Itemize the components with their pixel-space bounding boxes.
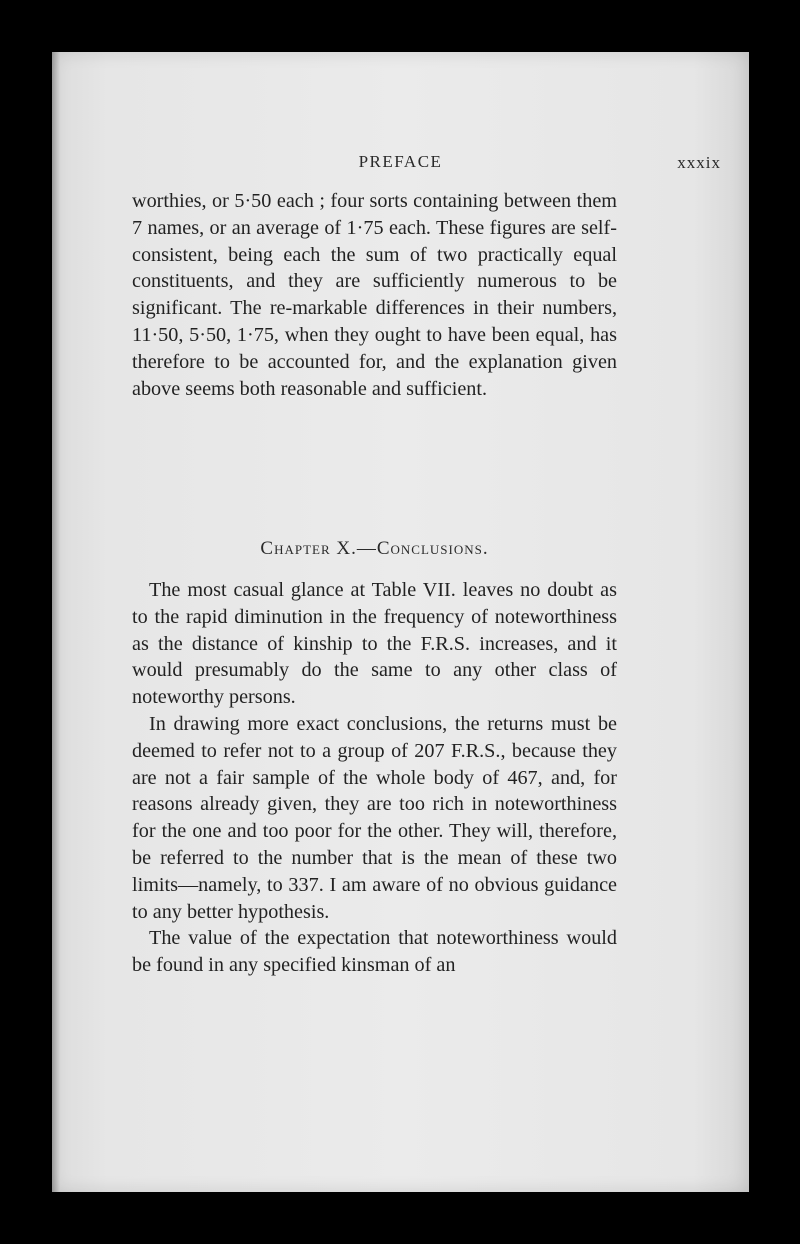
chapter-paragraph-1: The most casual glance at Table VII. leaves no doubt as to the rapid diminution in the frequency of noteworthiness as the distance of kinship to the F.R.S. increases, and it would presumably do the same to any other class of noteworthy persons. [132,579,617,709]
continuation-paragraph: worthies, or 5·50 each ; four sorts containing between them 7 names, or an average of 1·75 each. These figures are self-consistent, being each the sum of two practically equal constituents, and they are sufficiently numerous to be significant. The re-markable differences in their numbers, 11·50, 5·50, 1·75, when they ought to have been equal, has therefore to be accounted for, and the explanation given above seems both reasonable and sufficient. [132,190,617,400]
running-head: PREFACE [358,152,443,171]
page-header [52,152,749,176]
chapter-heading: Chapter X.—Conclusions. [260,538,489,559]
continuation-text [132,188,617,402]
book-page [52,52,749,1192]
chapter-body [132,577,617,979]
page-number: xxxix [677,153,721,172]
page-edge-shadow [52,52,60,1192]
chapter-paragraph-3: The value of the expectation that noteworthiness would be found in any specified kinsman of an [132,927,617,977]
chapter-paragraph-2: In drawing more exact conclusions, the returns must be deemed to refer not to a group of 207 F.R.S., because they are not a fair sample of the whole body of 467, and, for reasons already given, they are too rich in noteworthiness for the one and too poor for the other. They will, therefore, be referred to the number that is the mean of these two limits—namely, to 337. I am aware of no obvious guidance to any better hypothesis. [132,712,617,923]
